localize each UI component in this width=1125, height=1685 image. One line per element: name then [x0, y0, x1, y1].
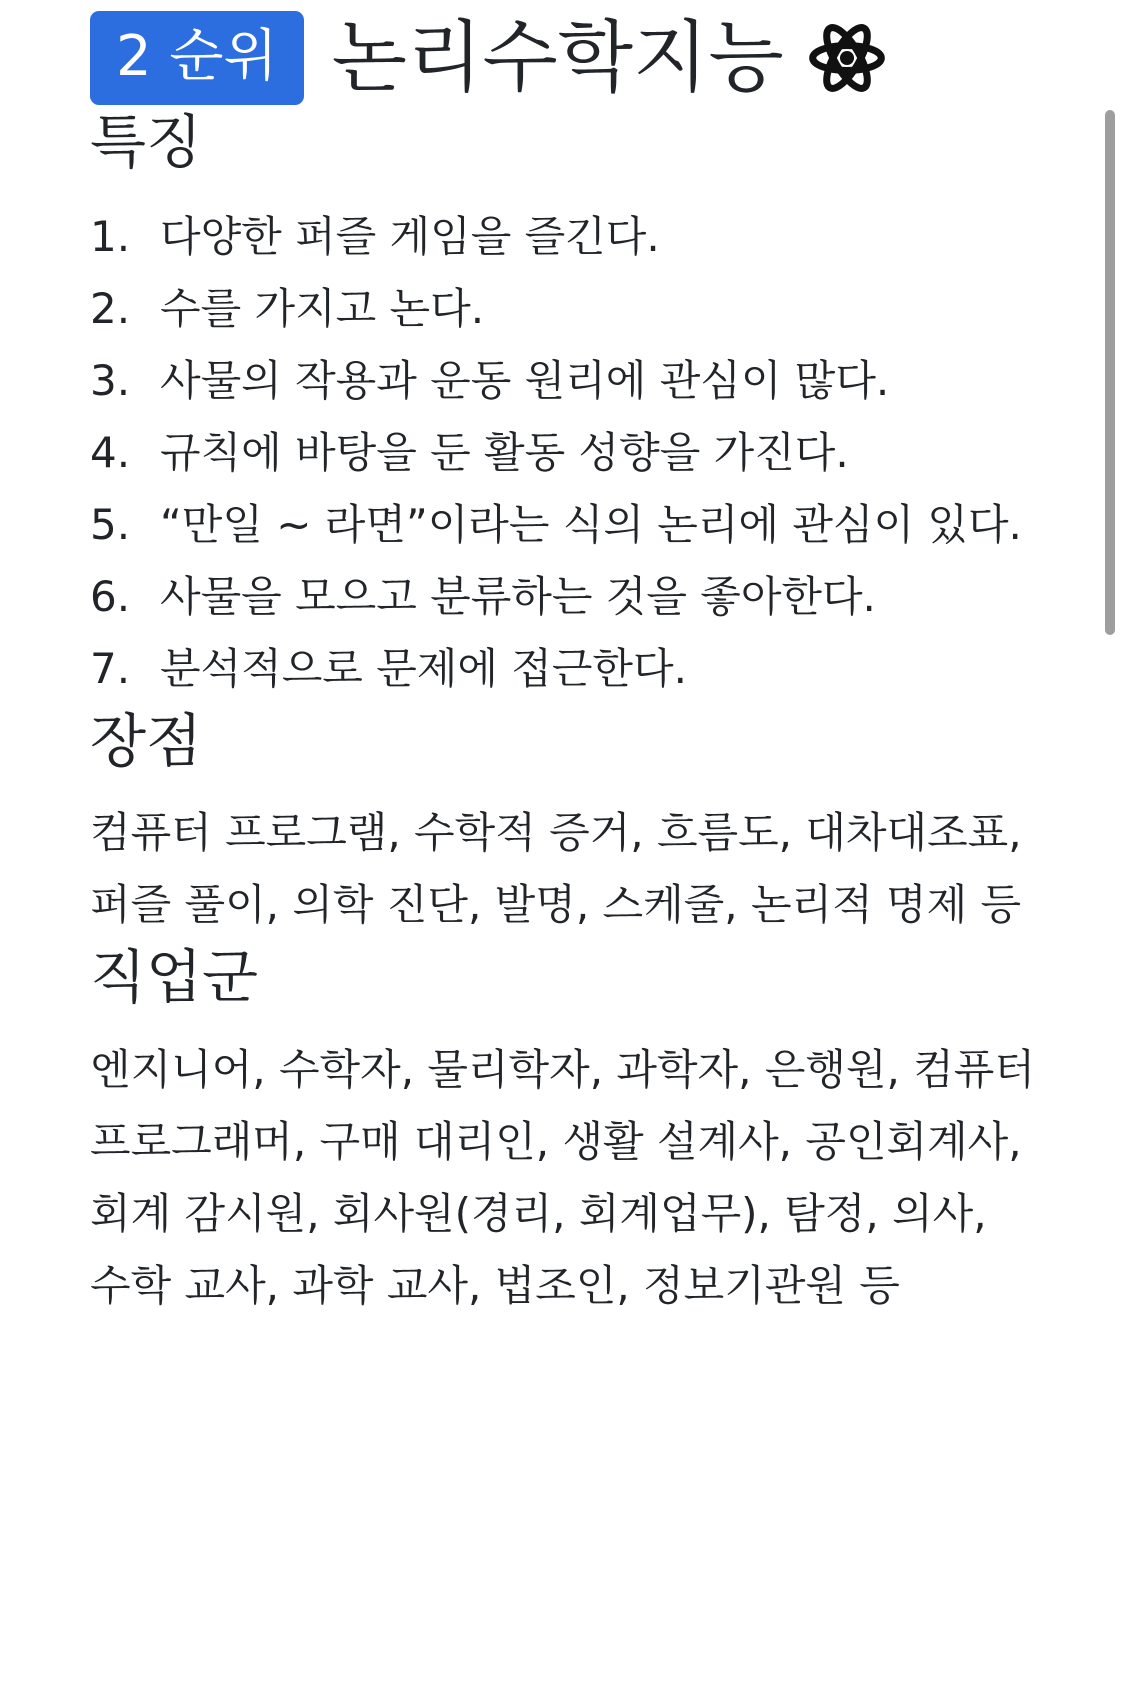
list-item — [90, 345, 1050, 417]
jobs-heading: 직업군 — [90, 943, 259, 1011]
list-item — [90, 633, 1050, 705]
list-item-text: 사물을 모으고 분류하는 것을 좋아한다. — [160, 571, 876, 621]
strengths-text: 컴퓨터 프로그램, 수학적 증거, 흐름도, 대차대조표, 퍼즐 풀이, 의학 진단, 발명, 스케줄, 논리적 명제 등 — [90, 808, 1022, 929]
article-content — [90, 10, 1050, 1322]
scrollbar-thumb[interactable] — [1105, 110, 1115, 635]
list-item-text: 사물의 작용과 운동 원리에 관심이 많다. — [160, 355, 890, 405]
list-item-text: 규칙에 바탕을 둔 활동 성향을 가진다. — [160, 427, 849, 477]
list-item — [90, 489, 1050, 561]
list-item — [90, 273, 1050, 345]
features-heading: 특징 — [90, 108, 203, 176]
list-item-number: 7. — [90, 643, 131, 693]
strengths-heading: 장점 — [90, 706, 203, 775]
list-item-number: 2. — [90, 283, 131, 333]
list-item-number: 6. — [90, 571, 131, 621]
list-item — [90, 417, 1050, 489]
jobs-text: 엔지니어, 수학자, 물리학자, 과학자, 은행원, 컴퓨터 프로그래머, 구매 대리인, 생활 설계사, 공인회계사, 회계 감시원, 회사원(경리, 회계업무), 탐정, 의사, 수학 교사, 과학 교사, 법조인, 정보기관원 등 — [90, 1044, 1035, 1310]
list-item-text: “만일 ~ 라면”이라는 식의 논리에 관심이 있다. — [160, 499, 1022, 549]
list-item-text: 다양한 퍼즐 게임을 즐긴다. — [160, 211, 660, 261]
list-item — [90, 201, 1050, 273]
rank-badge: 2 순위 — [90, 11, 304, 105]
list-item-number: 3. — [90, 355, 131, 405]
page-title: 논리수학지능 — [331, 13, 784, 103]
feature-list — [90, 201, 1050, 705]
list-item-number: 4. — [90, 427, 131, 477]
list-item — [90, 561, 1050, 633]
list-item-text: 분석적으로 문제에 접근한다. — [160, 643, 687, 693]
list-item-text: 수를 가지고 논다. — [160, 283, 485, 333]
list-item-number: 1. — [90, 211, 131, 261]
atom-icon — [808, 19, 886, 97]
title-row — [90, 10, 1050, 106]
list-item-number: 5. — [90, 499, 131, 549]
